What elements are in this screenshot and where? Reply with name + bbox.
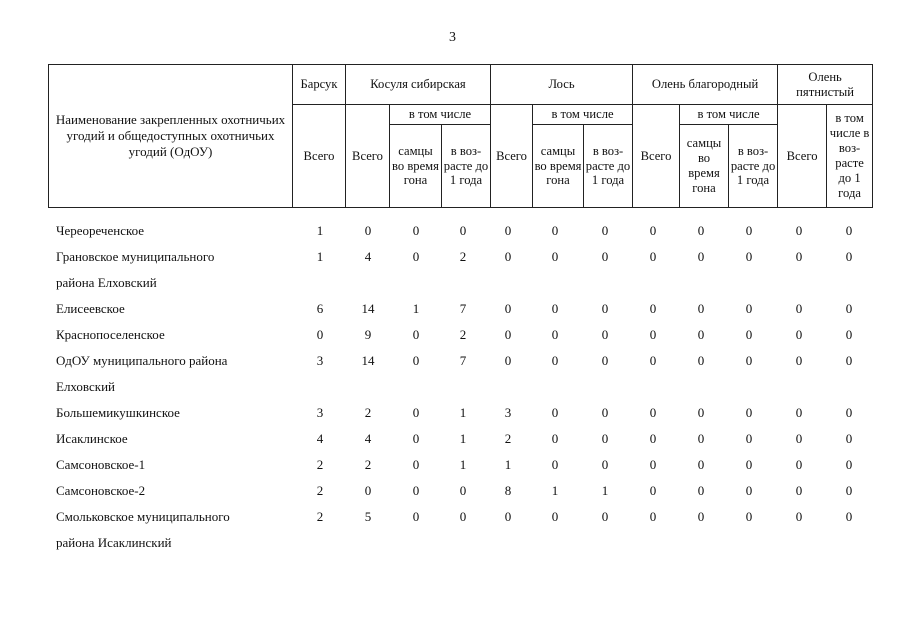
header-roe-incl: в том числе	[390, 105, 491, 125]
row-value: 0	[697, 353, 705, 368]
row-value: 0	[845, 249, 853, 264]
row-value: 0	[551, 457, 559, 472]
table-row	[48, 322, 872, 348]
row-value: 0	[795, 431, 803, 446]
row-value: 0	[845, 509, 853, 524]
row-name-line: Елховский	[56, 379, 115, 394]
row-value: 6	[316, 301, 324, 316]
row-value: 14	[361, 353, 375, 368]
row-value: 2	[316, 457, 324, 472]
row-value: 0	[504, 249, 512, 264]
table-row	[48, 478, 872, 504]
row-value: 0	[795, 483, 803, 498]
row-value: 2	[504, 431, 512, 446]
row-value: 0	[745, 353, 753, 368]
row-value: 0	[697, 223, 705, 238]
row-value: 0	[551, 249, 559, 264]
header-name-column: Наименование закрепленных охотничьих угодий и общедоступных охотничьих угодий (ОдОУ)	[49, 65, 293, 208]
row-value: 0	[649, 405, 657, 420]
row-value: 0	[649, 249, 657, 264]
row-value: 0	[649, 327, 657, 342]
row-value: 0	[459, 483, 467, 498]
row-name	[48, 296, 291, 322]
row-value: 0	[649, 457, 657, 472]
row-name-line: Самсоновское-1	[56, 457, 146, 472]
row-value: 0	[845, 353, 853, 368]
table-row	[48, 296, 872, 322]
row-value: 2	[364, 457, 372, 472]
row-value: 0	[601, 249, 609, 264]
row-value: 0	[601, 431, 609, 446]
row-value: 0	[745, 483, 753, 498]
row-value: 0	[745, 249, 753, 264]
row-value: 0	[845, 301, 853, 316]
row-value: 0	[745, 509, 753, 524]
row-value: 1	[316, 223, 324, 238]
census-table-header	[48, 64, 873, 208]
row-value: 2	[316, 509, 324, 524]
table-row	[48, 218, 872, 244]
row-value: 0	[649, 509, 657, 524]
row-value: 0	[601, 509, 609, 524]
row-name	[48, 244, 291, 296]
row-value: 2	[459, 249, 467, 264]
table-row	[48, 452, 872, 478]
row-value: 0	[795, 457, 803, 472]
row-value: 0	[551, 327, 559, 342]
row-value: 0	[551, 405, 559, 420]
row-value: 0	[551, 509, 559, 524]
header-group-elk: Лось	[491, 65, 633, 105]
row-value: 0	[745, 431, 753, 446]
row-value: 0	[412, 327, 420, 342]
row-name	[48, 452, 291, 478]
header-sika-total: Всего	[778, 105, 827, 208]
row-value: 0	[745, 405, 753, 420]
row-value: 8	[504, 483, 512, 498]
row-value: 1	[551, 483, 559, 498]
header-group-sika-deer: Олень пятнистый	[778, 65, 873, 105]
row-value: 4	[364, 431, 372, 446]
row-value: 0	[412, 483, 420, 498]
row-value: 0	[845, 327, 853, 342]
page-number: 3	[449, 30, 456, 45]
row-value: 0	[412, 405, 420, 420]
row-value: 0	[504, 301, 512, 316]
row-name-line: Смольковское муниципального	[56, 509, 230, 524]
table-row	[48, 400, 872, 426]
row-value: 7	[459, 353, 467, 368]
row-value: 14	[361, 301, 375, 316]
row-name	[48, 348, 291, 400]
table-row	[48, 504, 872, 556]
row-value: 0	[459, 509, 467, 524]
row-value: 0	[551, 431, 559, 446]
row-value: 4	[316, 431, 324, 446]
header-group-red-deer: Олень благородный	[633, 65, 778, 105]
row-value: 0	[795, 327, 803, 342]
row-value: 2	[364, 405, 372, 420]
row-value: 0	[504, 509, 512, 524]
row-name	[48, 400, 291, 426]
row-value: 1	[459, 457, 467, 472]
row-value: 5	[364, 509, 372, 524]
row-value: 3	[504, 405, 512, 420]
row-name-line: района Исаклинский	[56, 535, 172, 550]
row-value: 0	[601, 353, 609, 368]
row-name	[48, 504, 291, 556]
row-value: 0	[649, 353, 657, 368]
row-value: 2	[459, 327, 467, 342]
row-name-line: ОдОУ муниципального района	[56, 353, 228, 368]
table-row	[48, 426, 872, 452]
row-value: 0	[697, 483, 705, 498]
row-value: 0	[601, 301, 609, 316]
row-value: 0	[649, 483, 657, 498]
row-name-line: Самсоновское-2	[56, 483, 146, 498]
row-name-line: Краснопоселенское	[56, 327, 165, 342]
row-value: 9	[364, 327, 372, 342]
row-value: 0	[504, 327, 512, 342]
header-elk-total: Всего	[491, 105, 533, 208]
row-value: 3	[316, 353, 324, 368]
row-value: 0	[845, 405, 853, 420]
row-name-line: Елисеевское	[56, 301, 125, 316]
row-value: 0	[795, 223, 803, 238]
row-value: 0	[412, 431, 420, 446]
row-value: 1	[601, 483, 609, 498]
row-value: 0	[845, 431, 853, 446]
row-name-line: Большемикушкинское	[56, 405, 180, 420]
header-badger-total: Всего	[293, 105, 346, 208]
row-value: 7	[459, 301, 467, 316]
row-name-line: района Елховский	[56, 275, 157, 290]
row-name	[48, 478, 291, 504]
header-elk-young: в воз-расте до 1 года	[584, 125, 633, 208]
header-red-young: в воз-расте до 1 года	[729, 125, 778, 208]
row-value: 0	[601, 223, 609, 238]
row-value: 0	[795, 249, 803, 264]
row-value: 0	[745, 457, 753, 472]
row-value: 0	[412, 509, 420, 524]
header-roe-total: Всего	[346, 105, 390, 208]
row-value: 0	[601, 327, 609, 342]
row-value: 0	[316, 327, 324, 342]
row-value: 0	[412, 353, 420, 368]
row-value: 0	[795, 353, 803, 368]
row-value: 0	[364, 223, 372, 238]
row-value: 0	[412, 457, 420, 472]
row-value: 0	[697, 301, 705, 316]
row-value: 0	[697, 431, 705, 446]
row-value: 0	[649, 431, 657, 446]
table-row	[48, 244, 872, 296]
row-value: 0	[551, 223, 559, 238]
header-group-roe-deer: Косуля сибирская	[346, 65, 491, 105]
row-value: 0	[745, 327, 753, 342]
header-red-males: самцы во время гона	[680, 125, 729, 208]
row-name-line: Грановское муниципального	[56, 249, 215, 264]
row-name	[48, 426, 291, 452]
header-red-incl: в том числе	[680, 105, 778, 125]
header-roe-young: в воз-расте до 1 года	[442, 125, 491, 208]
row-value: 0	[745, 223, 753, 238]
row-value: 0	[795, 405, 803, 420]
row-value: 1	[412, 301, 420, 316]
row-value: 0	[551, 353, 559, 368]
row-value: 3	[316, 405, 324, 420]
header-sika-incl-young: в том числе в воз-расте до 1 года	[827, 105, 873, 208]
row-value: 0	[504, 223, 512, 238]
row-value: 4	[364, 249, 372, 264]
row-name-line: Череореченское	[56, 223, 145, 238]
row-value: 1	[504, 457, 512, 472]
row-value: 0	[745, 301, 753, 316]
row-value: 0	[412, 223, 420, 238]
row-value: 0	[795, 509, 803, 524]
header-group-badger: Барсук	[293, 65, 346, 105]
row-value: 0	[551, 301, 559, 316]
row-value: 0	[459, 223, 467, 238]
row-value: 0	[795, 301, 803, 316]
census-table-body	[48, 218, 872, 556]
row-value: 0	[412, 249, 420, 264]
row-value: 0	[845, 483, 853, 498]
row-value: 0	[697, 457, 705, 472]
table-row	[48, 348, 872, 400]
row-value: 0	[649, 301, 657, 316]
row-name-line: Исаклинское	[56, 431, 128, 446]
row-value: 0	[697, 509, 705, 524]
row-value: 0	[697, 249, 705, 264]
row-value: 1	[459, 405, 467, 420]
row-value: 0	[504, 353, 512, 368]
header-red-total: Всего	[633, 105, 680, 208]
row-value: 1	[316, 249, 324, 264]
row-value: 0	[601, 457, 609, 472]
header-elk-males: самцы во время гона	[533, 125, 584, 208]
row-value: 0	[601, 405, 609, 420]
row-name	[48, 322, 291, 348]
row-value: 0	[364, 483, 372, 498]
row-value: 0	[845, 223, 853, 238]
row-name	[48, 218, 291, 244]
row-value: 2	[316, 483, 324, 498]
row-value: 0	[845, 457, 853, 472]
row-value: 0	[697, 327, 705, 342]
row-value: 0	[649, 223, 657, 238]
header-elk-incl: в том числе	[533, 105, 633, 125]
header-roe-males: самцы во время гона	[390, 125, 442, 208]
row-value: 0	[697, 405, 705, 420]
row-value: 1	[459, 431, 467, 446]
